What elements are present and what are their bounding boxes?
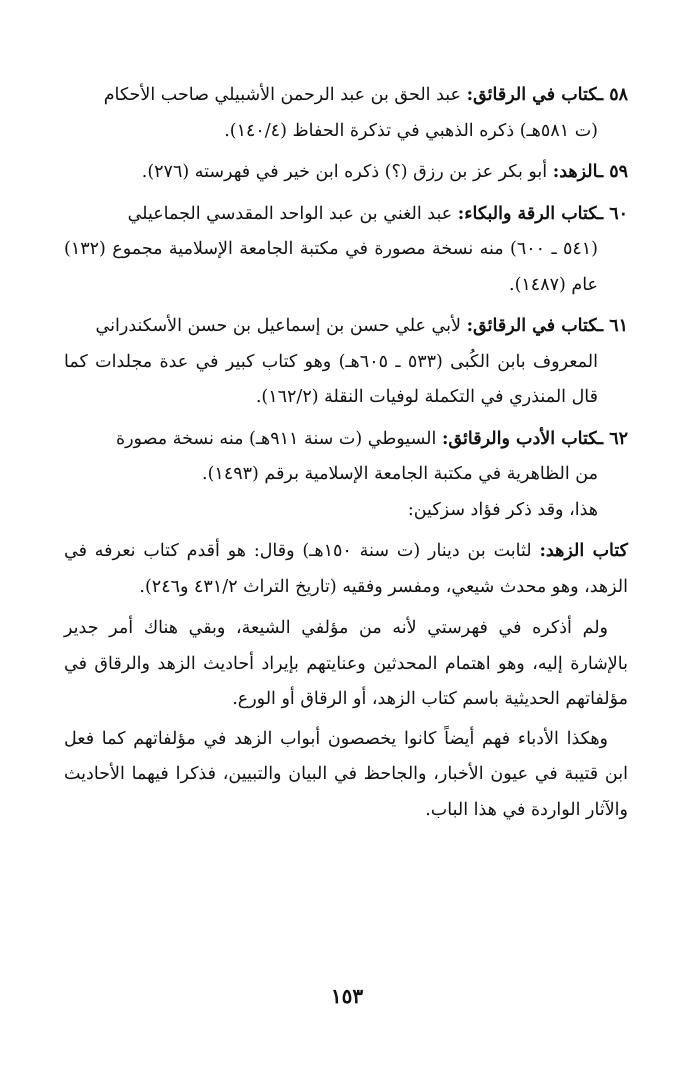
entry-continuation: (٥٤١ ـ ٦٠٠) منه نسخة مصورة في مكتبة الجامعة الإسلامية مجموع (١٣٢) عام (١٤٨٧). <box>64 239 598 295</box>
entry-number: ٥٨ ـ <box>597 85 628 105</box>
zuhd-text: لثابت بن دينار (ت سنة ١٥٠هـ) وقال: هو أقدم كتاب نعرفه في الزهد، وهو محدث شيعي، ومفسر وفقيه (تاريخ التراث ٤٣١/٢ و٢٤٦). <box>64 541 628 597</box>
entry-text: أبو بكر عز بن رزق (؟) ذكره ابن خير في فهرسته (٢٧٦). <box>141 162 548 182</box>
page-body <box>64 78 628 828</box>
entry-continuation: (ت ٥٨١هـ) ذكره الذهبي في تذكرة الحفاظ (١٤٠/٤). <box>224 120 598 141</box>
entry-59 <box>64 155 628 191</box>
entry-text: لأبي علي حسن بن إسماعيل بن حسن الأسكندراني <box>95 316 461 336</box>
entry-58 <box>64 78 628 149</box>
entry-continuation: من الظاهرية في مكتبة الجامعة الإسلامية برقم (١٤٩٣). <box>202 464 598 484</box>
zuhd-heading: كتاب الزهد: <box>539 541 628 561</box>
entry-number: ٥٩ ـ <box>597 162 628 182</box>
entry-heading: كتاب في الرقائق: <box>466 85 598 105</box>
entry-number: ٦١ ـ <box>597 316 628 336</box>
entry-61 <box>64 309 628 416</box>
entry-note: هذا، وقد ذكر فؤاد سزكين: <box>407 499 598 520</box>
entry-continuation: المعروف بابن الكُبى (٥٣٣ ـ ٦٠٥هـ) وهو كتاب كبير في عدة مجلدات كما قال المنذري في التكملة لوفيات النقلة (١٦٢/٢). <box>64 351 598 407</box>
entry-text: عبد الحق بن عبد الرحمن الأشبيلي صاحب الأحكام <box>103 85 461 105</box>
entry-text: السيوطي (ت سنة ٩١١هـ) منه نسخة مصورة <box>115 428 437 449</box>
entry-number: ٦٠ ـ <box>597 203 628 224</box>
paragraph-2: وهكذا الأدباء فهم أيضاً كانوا يخصصون أبواب الزهد في مؤلفاتهم كما فعل ابن قتيبة في عيون الأخبار، والجاحظ في البيان والتبيين، فذكرا فيهما الأحاديث والآثار الواردة في هذا الباب. <box>64 728 628 820</box>
entry-text: عبد الغني بن عبد الواحد المقدسي الجماعيلي <box>127 203 453 224</box>
entry-number: ٦٢ ـ <box>597 428 628 449</box>
entry-heading: كتاب في الرقائق: <box>466 316 598 336</box>
zuhd-entry <box>64 534 628 605</box>
entry-heading: كتاب الرقة والبكاء: <box>457 203 598 224</box>
entry-62 <box>64 422 628 529</box>
entry-heading: الزهد: <box>552 162 598 182</box>
entry-60 <box>64 197 628 304</box>
paragraph-1: ولم أذكره في فهرستي لأنه من مؤلفي الشيعة، وبقي هناك أمر جدير بالإشارة إليه، وهو اهتمام المحدثين وعنايتهم بإيراد أحاديث الزهد والرقاق في مؤلفاتهم الحديثية باسم كتاب الزهد، أو الرقاق أو الورع. <box>64 618 628 709</box>
page-number: ١٥٣ <box>330 984 364 1008</box>
entry-heading: كتاب الأدب والرقائق: <box>441 428 598 449</box>
